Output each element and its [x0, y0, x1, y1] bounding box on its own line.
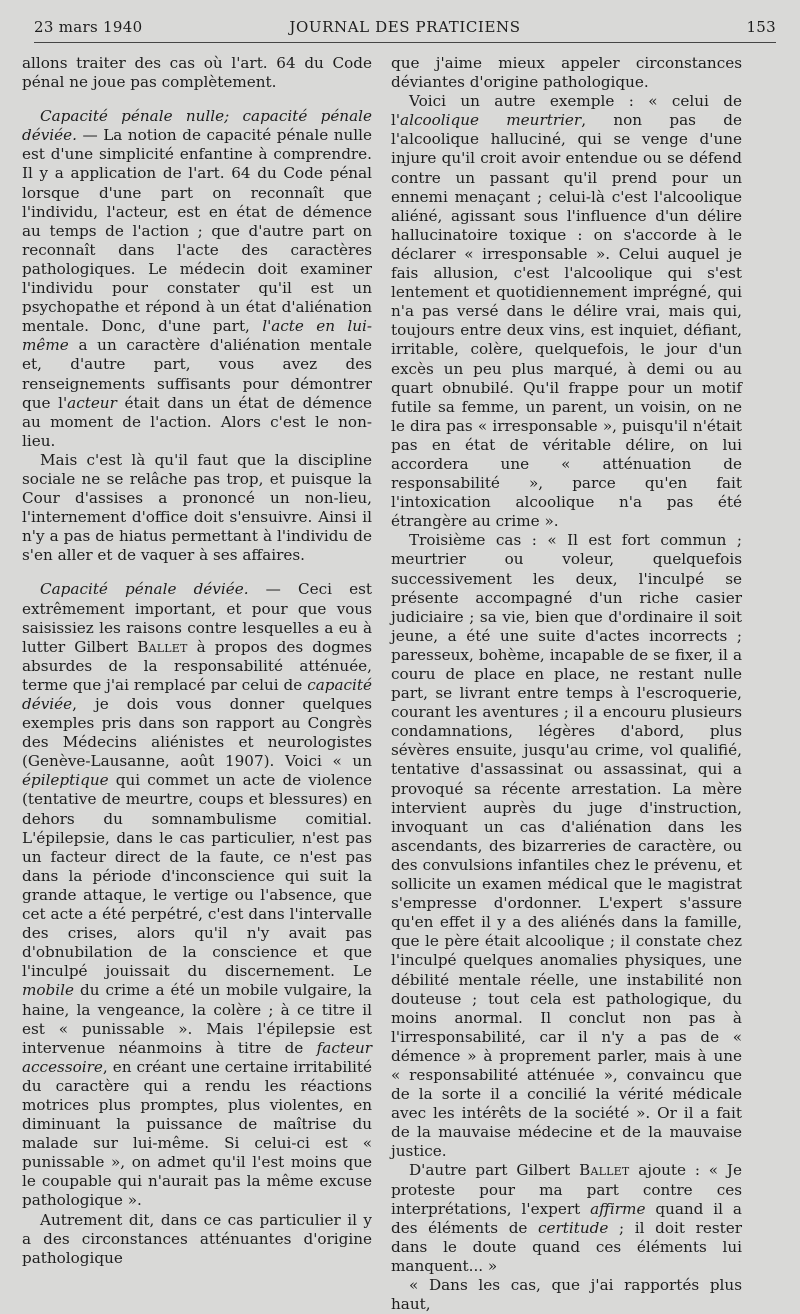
journal-title: JOURNAL DES PRATICIENS [289, 18, 521, 36]
paragraph: Troisième cas : « Il est fort commun ; meurtrier ou voleur, quelquefois successivement les deux, l'inculpé se présente accompagné d'un riche casier judiciaire ; sa vie, bien que d'ordinaire il soit jeune, a été une suite d'actes incorrects ; paresseux, bohème, incapable de se fixer, il a couru de place en place, ne restant nulle part, se livrant entre temps à l'escroquerie, courant les aventures ; il a encouru plusieurs condamnations, légères d'abord, plus sévères ensuite, jusqu'au crime, vol qualifié, tentative d'assassinat ou assassinat, qui a provoqué sa récente arrestation. La mère intervient auprès du juge d'instruction, invoquant un cas d'aliénation dans les ascendants, des bizarreries de caractère, ou des convulsions infantiles chez le prévenu, et sollicite un examen médical que le magistrat s'empresse d'ordonner. L'expert s'assure qu'en effet il y a des aliénés dans la famille, que le père était alcoolique ; il constate chez l'inculpé quelques anomalies physiques, une débilité mentale réelle, une instabilité non douteuse ; tout cela est pathologique, du moins anormal. Il conclut non pas à l'irresponsabilité, car il n'y a pas de « démence » à proprement parler, mais à une « responsabilité atténuée », convaincu que de la sorte il a concilié la vérité médicale avec les intérêts de la société ». Or il a fait de la mauvaise médecine et de la mauvaise justice. [391, 531, 742, 1161]
paragraph-ballet: D'autre part Gilbert Ballet ajoute : « Je proteste pour ma part contre ces interprétations, l'expert affirme quand il a des éléments de certitude ; il doit rester dans le doute quand ces éléments lui manquent... » [391, 1161, 742, 1275]
author-name: Ballet [579, 1161, 630, 1180]
left-column [22, 54, 372, 1268]
running-header [34, 18, 776, 40]
page-number: 153 [746, 18, 776, 36]
author-name: Ballet [137, 637, 188, 656]
issue-date: 23 mars 1940 [34, 18, 143, 36]
section-capacite-deviee: Capacité pénale déviée. — Ceci est extrêmement important, et pour que vous saisissiez les raisons contre lesquelles a eu à lutter Gilbert Ballet à propos des dogmes absurdes de la responsabilité atténuée, terme que j'ai remplacé par celui de capacité déviée, je dois vous donner quelques exemples pris dans son rapport au Congrès des Médecins aliénistes et neurologistes (Genève-Lausanne, août 1907). Voici « un épileptique qui commet un acte de violence (tentative de meurtre, coups et blessures) en dehors du somnambulisme comitial. L'épilepsie, dans le cas particulier, n'est pas un facteur direct de la faute, ce n'est pas dans la période d'inconscience qui suit la grande attaque, le vertige ou l'absence, que cet acte a été perpétré, c'est dans l'intervalle des crises, alors qu'il n'y avait pas d'obnubilation de la conscience et que l'inculpé jouissait du discernement. Le mobile du crime a été un mobile vulgaire, la haine, la vengeance, la colère ; à ce titre il est « punissable ». Mais l'épilepsie est intervenue néanmoins à titre de facteur accessoire, en créant une certaine irritabilité du caractère qui a rendu les réactions motrices plus promptes, plus violentes, en diminuant la puissance de maîtrise du malade sur lui-même. Si celui-ci est « punissable », on admet qu'il l'est moins que le coupable qui n'aurait pas la même excuse pathologique ». [22, 580, 372, 1210]
paragraph: Mais c'est là qu'il faut que la discipline sociale ne se relâche pas trop, et puisque la Cour d'assises a prononcé un non-lieu, l'internement d'office doit s'ensuivre. Ainsi il n'y a pas de hiatus permettant à l'individu de s'en aller et de vaquer à ses affaires. [22, 450, 372, 565]
paragraph: allons traiter des cas où l'art. 64 du Code pénal ne joue pas complètement. [22, 54, 372, 92]
section-capacite-nulle: Capacité pénale nulle; capacité pénale déviée. — La notion de capacité pénale nulle est d'une simplicité enfantine à comprendre. Il y a application de l'art. 64 du Code pénal lorsque d'une part on reconnaît que l'individu, l'acteur, est en état de démence au temps de l'action ; que d'autre part on reconnaît dans l'acte des caractères pathologiques. Le médecin doit examiner l'individu pour constater qu'il est un psychopathe et répond à un état d'aliénation mentale. Donc, d'une part, l'acte en lui-même a un caractère d'aliénation mentale et, d'autre part, vous avez des renseignements suffisants pour démontrer que l'acteur était dans un état de démence au moment de l'action. Alors c'est le non-lieu. [22, 107, 372, 450]
section-heading: Capacité pénale déviée. [40, 580, 249, 599]
section-heading: Capacité pénale nulle; capacité pénale déviée. [22, 107, 372, 145]
paragraph-alcoolique: Voici un autre exemple : « celui de l'alcoolique meurtrier, non pas de l'alcoolique halluciné, qui se venge d'une injure qu'il croit avoir entendue ou se défend contre un passant qu'il prend pour un ennemi menaçant ; celui-là c'est l'alcoolique aliéné, agissant sous l'influence d'un délire hallucinatoire toxique : on s'accorde à le déclarer « irresponsable ». Celui auquel je fais allusion, c'est l'alcoolique qui s'est lentement et quotidiennement imprégné, qui n'a pas versé dans le délire vrai, mais qui, toujours entre deux vins, est inquiet, défiant, irritable, colère, quelquefois, le jour d'un excès un peu plus marqué, à demi ou au quart obnubilé. Qu'il frappe pour un motif futile sa femme, un parent, un voisin, on ne le dira pas « irresponsable », puisqu'il n'était pas en état de véritable délire, on lui accordera une « atténuation de responsabilité », parce qu'en fait l'intoxication alcoolique n'a pas été étrangère au crime ». [391, 92, 742, 531]
right-column [391, 54, 742, 1314]
paragraph: Autrement dit, dans ce cas particulier il y a des circonstances atténuantes d'origine pathologique [22, 1210, 372, 1267]
header-rule [34, 42, 776, 43]
paragraph: que j'aime mieux appeler circonstances déviantes d'origine pathologique. [391, 54, 742, 92]
paragraph: « Dans les cas, que j'ai rapportés plus haut, [391, 1276, 742, 1314]
